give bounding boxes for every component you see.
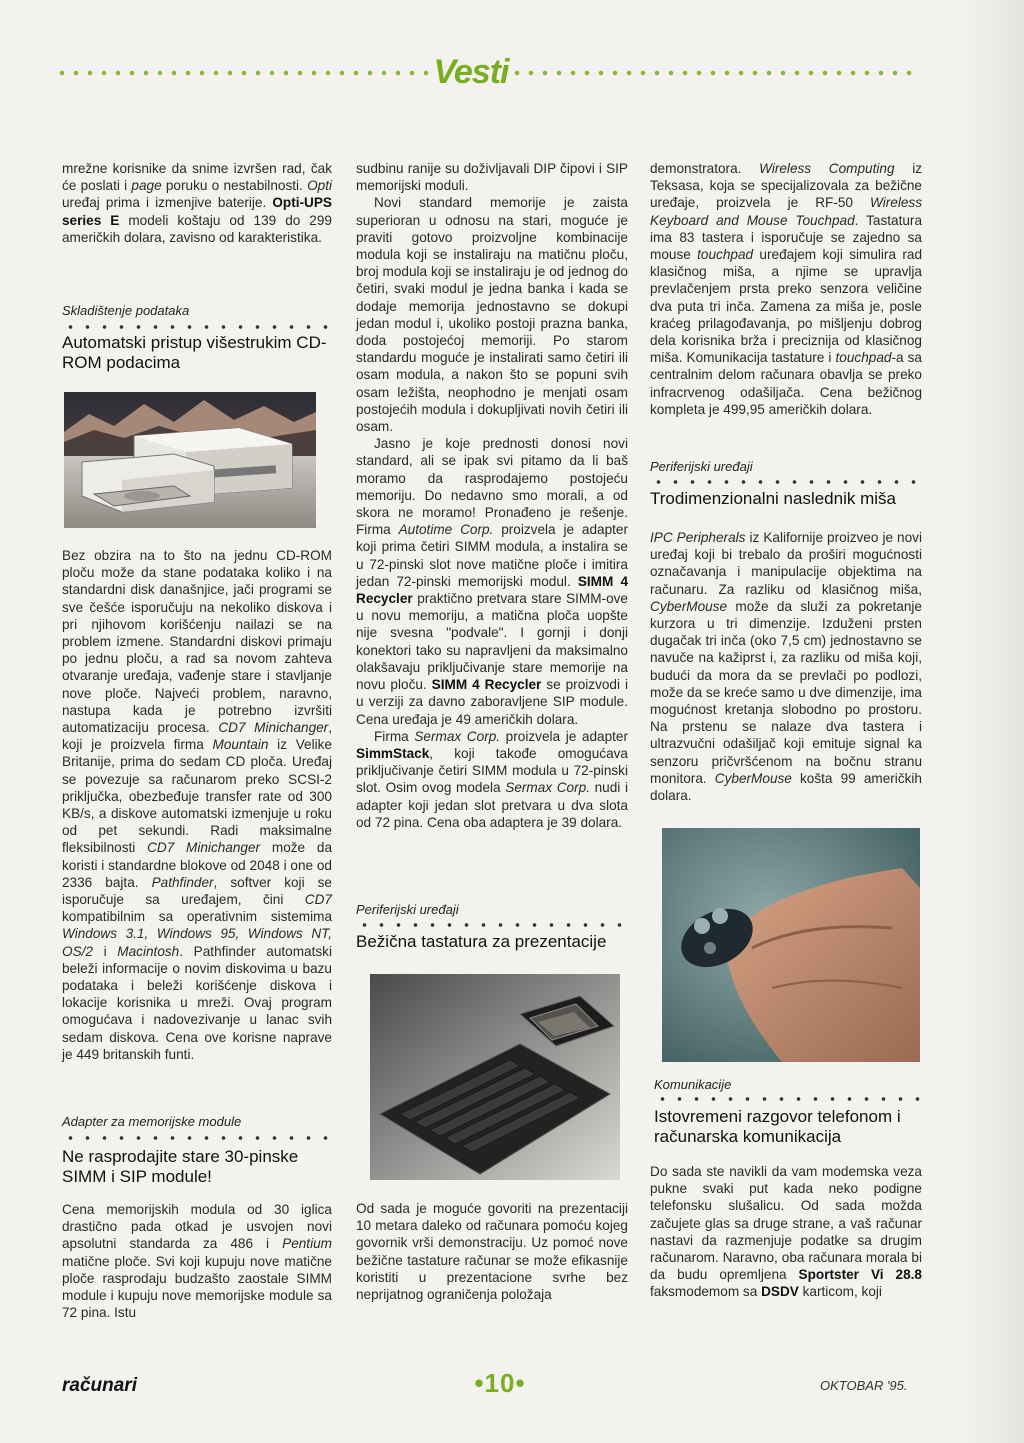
- article-5-body: Do sada ste navikli da vam modemska veza pukne svaki put kada neko podigne telefonsku slušalicu. Od sada možda začujete glas sa druge strane, a vaš računar nastavi da razmenjuje podatke sa drugim računarom. Naravno, oba računara morala bi da budu opremljena Sportster Vi 28.8 faksmodemom sa DSDV karticom, koji: [650, 1164, 922, 1300]
- article-3-headline: Bežična tastatura za prezentacije: [356, 932, 607, 951]
- wireless-keyboard-photo: [370, 974, 620, 1180]
- column-3-continuation: demonstratora. Wireless Computing iz Teksasa, koja se specijalizovala za bežične uređaje, proizvela je RF-50 Wireless Keyboard and Mouse Touchpad. Tastatura ima 83 tastera i isporučuje se zajedno sa mouse touchpad uređajem koji simulira rad klasičnog miša, a njime se upravlja prevlačenjem prsta preko senzora veličine dva puta tri inča. Zamena za miša je, posle kraćeg prilagođavanja, po mišljenju dobrog dela korisnika brža i preciznija od klasičnog miša. Komunikacija tastature i touchpad-a sa centralnim delom računara obavlja se preko infracrvenog odašiljača. Cena bežičnog kompleta je 499,95 američkih dolara.: [650, 161, 923, 417]
- cd-changer-photo: [64, 392, 316, 528]
- article-4-kicker: Periferijski uređaji: [650, 459, 753, 474]
- issue-date: OKTOBAR '95.: [820, 1378, 908, 1393]
- article-5-separator: [654, 1096, 922, 1102]
- article-5-kicker: Komunikacije: [654, 1077, 732, 1092]
- section-title: Vesti: [433, 53, 509, 91]
- article-3-kicker: Periferijski uređaji: [356, 902, 459, 917]
- page-number: •10•: [474, 1368, 526, 1398]
- article-1-headline: Automatski pristup višestrukim CD-ROM podacima: [62, 333, 327, 372]
- article-5-headline: Istovremeni razgovor telefonom i računarska komunikacija: [654, 1107, 901, 1146]
- intro-paragraph: mrežne korisnike da snime izvršen rad, čak će poslati i page poruku o nestabilnosti. Opti uređaj prima i izmenjive baterije. Opti-UPS series E modeli koštaju od 139 do 299 američkih dolara, zavisno od karakteristika.: [62, 161, 332, 245]
- header-dots-left: [55, 70, 430, 76]
- article-2-kicker: Adapter za memorijske module: [62, 1114, 242, 1129]
- article-2-headline: Ne rasprodajite stare 30-pinske SIMM i SIP module!: [62, 1147, 299, 1186]
- article-1-separator: [62, 324, 330, 330]
- article-3-separator: [356, 922, 628, 928]
- section-header: [55, 52, 915, 92]
- article-3-body: Od sada je moguće govoriti na prezentaciji 10 metara daleko od računara pomoću kojeg govornik vrši demonstraciju. Uz pomoć nove bežične tastature računar se može efikasnije koristiti u prezentacione svrhe bez neprijatnog ograničenja položaja: [356, 1201, 628, 1303]
- article-4-separator: [650, 479, 920, 485]
- article-2-separator: [62, 1135, 330, 1141]
- article-4-headline: Trodimenzionalni naslednik miša: [650, 489, 896, 508]
- article-1-kicker: Skladištenje podataka: [62, 303, 190, 318]
- column-2-body: sudbinu ranije su doživljavali DIP čipovi i SIP memorijski moduli. Novi standard memorije je zaista superioran u odnosu na stari, moguće je praviti gotovo proizvoljne kombinacije modula koji se instaliraju na matičnu ploču, broj modula koji se instaliraju je od jednog do četiri, svaki modul je jedna banka i kada se dodaje memorija jednostavno se dokupi jedan modul i, ukoliko postoji prazna banka, doda postojećoj memoriji. Po starom standardu moguće je instalirati samo četiri ili osam modula, a nakon što se popuni svih osam ležišta, neophodno je menjati osam postojećih modula i dokupljivati novih četiri ili osam. Jasno je koje prednosti donosi novi standard, ali se ipak svi pitamo da li baš moramo da rasprodajemo postojeću memoriju. Do nedavno smo morali, a od skora ne moramo! Pronađeno je rešenje. Firma Autotime Corp. proizvela je adapter koji prima četiri SIMM modula, a instalira se u 72-pinski slot nove matične ploče i imitira jedan 72-pinski memorijski modul. SIMM 4 Recycler praktično pretvara stare SIMM-ove u novu memoriju, a matična ploča uopšte nije svesna "podvale". I gornji i donji konektori tako su napravljeni da maksimalno olakšavaju priključivanje stare memorije na novu ploču. SIMM 4 Recycler se proizvodi i u verziji za davno zaboravljene SIP module. Cena uređaja je 49 američkih dolara. Firma Sermax Corp. proizvela je adapter SimmStack, koji takođe omogućava priključivanje četiri SIMM modula u 72-pinski slot. Osim ovog modela Sermax Corp. nudi i adapter koji jedan slot pretvara u dva slota od 72 pina. Cena oba adaptera je 39 dolara.: [356, 161, 629, 830]
- header-dots-right: [510, 70, 915, 76]
- article-4-body: IPC Peripherals iz Kalifornije proizveo je novi uređaj koji bi trebalo da proširi mogućnosti označavanja i manipulacije objektima na računaru. Za razliku od klasičnog miša, CyberMouse može da služi za pokretanje kurzora u tri dimenzije. Izduženi prsten dugačak tri inča (oko 7,5 cm) jednostavno se navuče na kažiprst i, za razliku od miša koji, budući da mora da se prevlači po podlozi, može da se kreće samo u dve dimenzije, ima mogućnost kretanja slobodno po prostoru. Na prstenu se nalaze dva tastera i ultrazvučni odašiljač koji emituje signal ka senzoru pričvršćenom na bočnu stranu monitora. CyberMouse košta 99 američkih dolara.: [650, 530, 922, 804]
- page-edge-shadow: [964, 0, 1024, 1443]
- article-2-body: Cena memorijskih modula od 30 iglica drastično pada otkad je usvojen novi apsolutni standarda za 486 i Pentium matične ploče. Svi koji kupuju nove matične ploče rasprodaju budzašto zaostale SIMM module i kupuju nove memorijske module sa 72 pina. Istu: [62, 1202, 332, 1321]
- cybermouse-photo: [662, 828, 920, 1062]
- article-1-body: Bez obzira na to što na jednu CD-ROM ploču može da stane podataka koliko i na standardni disk današnjice, jači programi se sve češće isporučuju na nekoliko diskova i pri njihovom korišćenju nailazi se na problem izmene. Standardni diskovi primaju po jednu ploču, a rad sa novom zahteva otvaranje uređaja, vađenje stare i stavljanje nove ploče. Najveći problem, naravno, nastupa kada je potrebno izvršiti automatizaciju procesa. CD7 Minichanger, koji je proizvela firma Mountain iz Velike Britanije, prima do sedam CD ploča. Uređaj se povezuje sa računarom preko SCSI-2 priključka, obezbeđuje transfer rate od 300 KB/s, a diskove automatski izmenjuje u roku od pet sekundi. Radi maksimalne fleksibilnosti CD7 Minichanger može da koristi i standardne blokove od 2048 i one od 2336 bajta. Pathfinder, softver koji se isporučuje sa uređajem, čini CD7 kompatibilnim sa operativnim sistemima Windows 3.1, Windows 95, Windows NT, OS/2 i Macintosh. Pathfinder automatski beleži informacije o novim diskovima u bazu podataka i beleži korišćenje diskova i lokacije korisnika u mreži. Ovaj program omogućava i nadovezivanje u lanac svih sedam diskova. Cena ove korisne naprave je 449 britanskih funti.: [62, 548, 333, 1062]
- magazine-logo: računari: [62, 1375, 137, 1396]
- column-1-continuation: [62, 160, 332, 246]
